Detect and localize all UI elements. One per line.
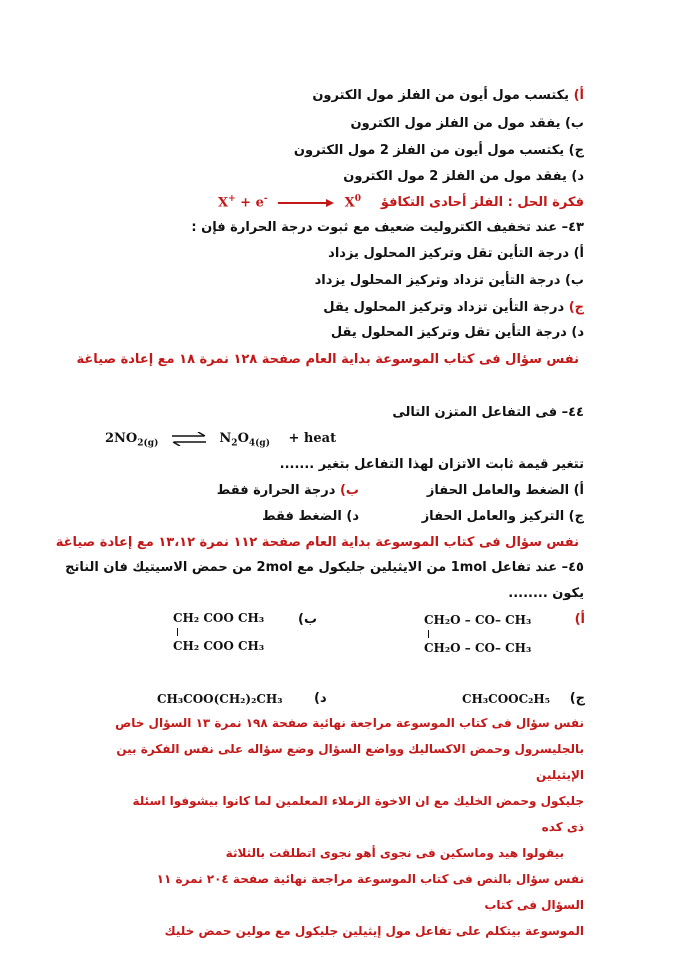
- q43-option-c-text: درجة التأين تزداد وتركيز المحلول يقل: [323, 300, 569, 315]
- q44-question: تتغير قيمة ثابت الاتزان لهذا التفاعل بتغير .......: [279, 457, 584, 472]
- q43-stem: ٤٣– عند تخفيف الكتروليت ضعيف مع ثبوت درجة الحرارة فإن :: [191, 220, 584, 235]
- q45-source-note: [114, 710, 584, 944]
- q42-option-a: [312, 88, 584, 103]
- eq-reactant: 2NO: [105, 431, 138, 446]
- q44-option-b: [217, 483, 359, 498]
- q45-option-c-formula: CH₃COOC₂H₅: [462, 692, 551, 706]
- eq-product-o: O: [237, 431, 249, 446]
- eq-electron: + e: [235, 195, 264, 211]
- q44-option-d: د) الضغط فقط: [262, 509, 359, 524]
- eq-product-n: N: [219, 431, 232, 446]
- q45-option-d-formula: CH₃COO(CH₂)₂CH₃: [157, 692, 283, 706]
- q42-option-b: ب) يفقد مول من الفلز مول الكترون: [350, 116, 584, 131]
- q44-option-b-text: درجة الحرارة فقط: [216, 483, 340, 498]
- q43-option-b: ب) درجة التأين تزداد وتركيز المحلول يزداد: [314, 273, 584, 288]
- q44-option-b-label: ب): [339, 483, 359, 498]
- q45-note-line: بالجليسرول وحمض الاكساليك وواضع السؤال وضع سؤاله على نفس الفكرة بين الإيثيلين: [116, 742, 584, 782]
- q45-option-a-label: أ): [574, 612, 585, 627]
- eq-product-sub2: 4(g): [248, 438, 270, 449]
- q42-option-a-text: يكتسب مول أيون من الفلز مول الكترون: [312, 88, 574, 103]
- q44-option-c: ج) التركيز والعامل الحفاز: [421, 509, 584, 524]
- q42-option-c: ج) يكتسب مول أيون من الفلز 2 مول الكترون: [293, 143, 584, 158]
- eq-heat: + heat: [288, 431, 337, 446]
- q45-note-line: نفس سؤال بالنص فى كتاب الموسوعة مراجعة نهائية صفحة ٢٠٤ نمرة ١١ السؤال فى كتاب: [156, 872, 584, 912]
- q45-option-b-line2: CH₂ COO CH₃: [173, 639, 265, 653]
- q43-source-note: نفس سؤال فى كتاب الموسوعة بداية العام صفحة ١٢٨ نمرة ١٨ مع إعادة صياغة: [76, 352, 579, 367]
- q43-option-a: أ) درجة التأين تقل وتركيز المحلول يزداد: [328, 246, 584, 261]
- equilibrium-arrows-icon: [171, 432, 207, 446]
- q45-note-line: الموسوعة بيتكلم على تفاعل مول إيثيلين جليكول مع مولين حمض خليك: [164, 924, 584, 938]
- q45-option-a-line2: CH₂O – CO– CH₃: [424, 641, 532, 655]
- eq-electron-charge: -: [263, 194, 268, 204]
- q45-option-a-line1: CH₂O – CO– CH₃: [424, 613, 532, 627]
- q45-option-d-label: د): [314, 691, 327, 706]
- q43-option-c: [323, 300, 584, 315]
- q45-option-b-label: ب): [298, 612, 318, 627]
- eq-product-sub1: 2: [231, 438, 238, 449]
- eq-x: X: [218, 195, 229, 211]
- q44-option-a: أ) الضغط والعامل الحفاز: [426, 483, 584, 498]
- q45-option-c-label: ج): [569, 691, 585, 706]
- q42-solution-label: فكرة الحل : الفلز أحادى التكافؤ: [380, 195, 584, 210]
- q42-option-a-label: أ): [573, 88, 584, 103]
- q44-stem: ٤٤– فى التفاعل المتزن التالى: [392, 405, 584, 420]
- q45-note-line: نفس سؤال فى كتاب الموسوعة مراجعة نهائية صفحة ١٩٨ نمرة ١٣ السؤال خاص: [115, 716, 584, 730]
- eq-x-charge: +: [228, 194, 236, 204]
- q45-stem: ٤٥– عند تفاعل 1mol من الايثيلين جليكول مع 2mol من حمض الاسيتيك فان الناتج: [65, 560, 584, 575]
- eq-x-product-charge: 0: [354, 194, 362, 204]
- eq-reactant-sub: 2(g): [137, 438, 159, 449]
- q44-equation: [105, 431, 336, 449]
- eq-x-product: X: [344, 195, 355, 211]
- q42-option-d: د) يفقد مول من الفلز 2 مول الكترون: [343, 169, 584, 184]
- q43-option-d: د) درجة التأين تقل وتركيز المحلول يقل: [330, 325, 584, 340]
- q45-option-b-bond: [177, 628, 178, 636]
- q44-source-note: نفس سؤال فى كتاب الموسوعة بداية العام صفحة ١١٢ نمرة ١٣،١٢ مع إعادة صياغة: [55, 535, 579, 550]
- q45-note-line: جليكول وحمض الخليك مع ان الاخوة الزملاء المعلمين لما كانوا بيشوفوا اسئلة ذى كده: [132, 794, 584, 834]
- q43-option-c-label: ج): [568, 300, 584, 315]
- q42-solution-equation: [218, 194, 361, 210]
- reaction-arrow-icon: [276, 198, 336, 208]
- q45-option-b-line1: CH₂ COO CH₃: [173, 611, 265, 625]
- q45-option-a-bond: [428, 630, 429, 638]
- q45-note-line: بيقولوا هيد وماسكين فى نجوى أهو نجوى اتطلقت بالثلاثة: [225, 846, 564, 860]
- q45-stem-continued: يكون ........: [508, 586, 584, 601]
